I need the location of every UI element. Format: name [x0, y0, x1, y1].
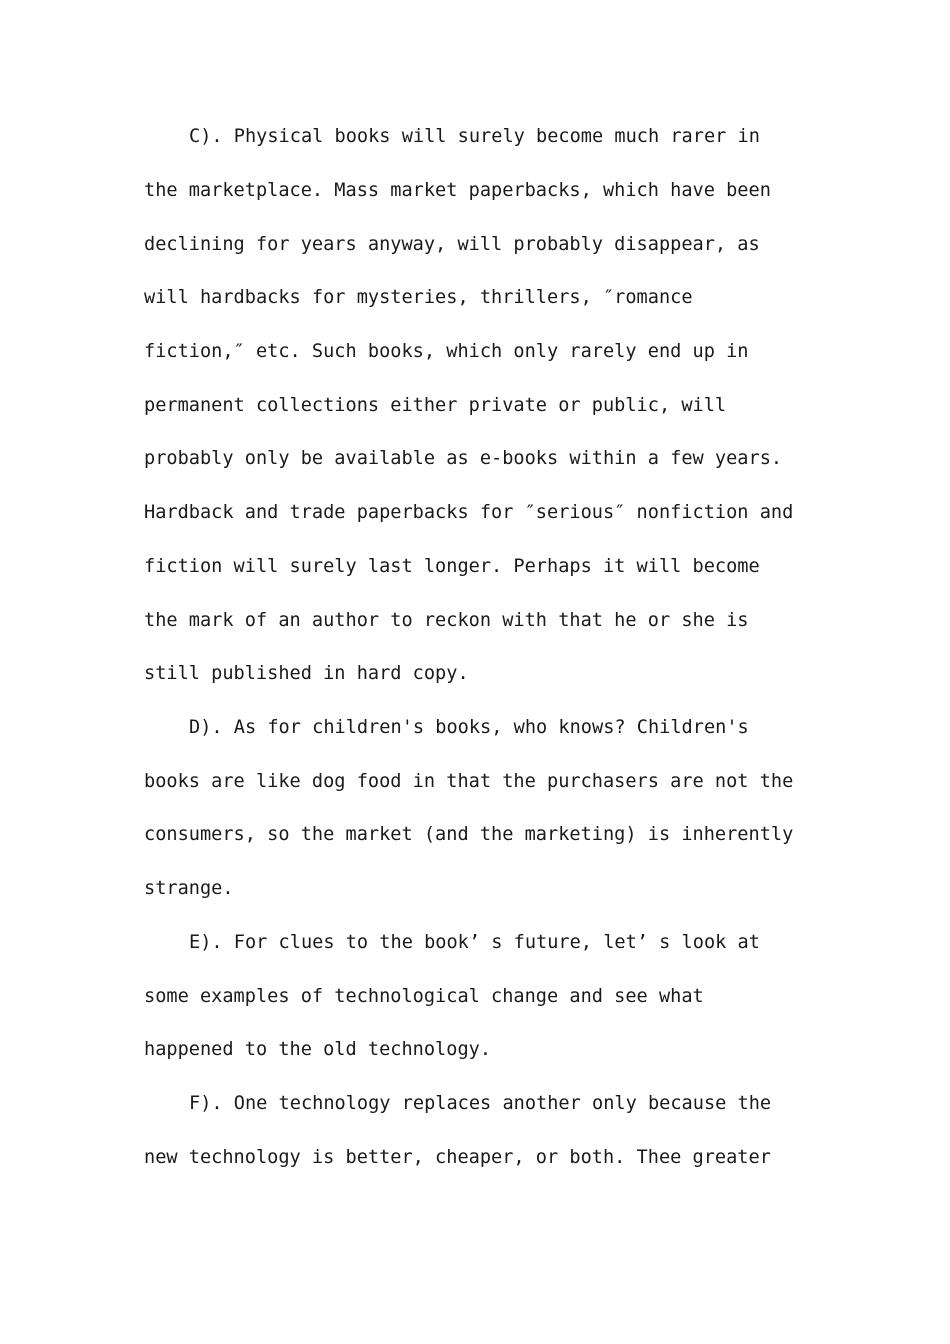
- paragraph-line: strange.: [144, 878, 234, 899]
- paragraph-line: fiction will surely last longer. Perhaps it will become: [144, 556, 760, 577]
- paragraph-line: still published in hard copy.: [144, 663, 469, 684]
- paragraph-line: C). Physical books will surely become much rarer in: [189, 126, 760, 147]
- paragraph-line: consumers, so the market (and the marketing) is inherently: [144, 824, 794, 845]
- paragraph-line: will hardbacks for mysteries, thrillers, ″romance: [144, 287, 693, 308]
- paragraph-line: probably only be available as e-books within a few years.: [144, 448, 783, 469]
- paragraph-line: the marketplace. Mass market paperbacks, which have been: [144, 180, 771, 201]
- paragraph-line: the mark of an author to reckon with that he or she is: [144, 610, 749, 631]
- paragraph-line: E). For clues to the book’ s future, let’ s look at: [189, 932, 760, 953]
- paragraph-line: F). One technology replaces another only because the: [189, 1093, 772, 1114]
- paragraph-line: fiction,″ etc. Such books, which only rarely end up in: [144, 341, 749, 362]
- paragraph-line: D). As for children's books, who knows? Children's: [189, 717, 749, 738]
- paragraph-line: permanent collections either private or public, will: [144, 395, 727, 416]
- paragraph-line: some examples of technological change and see what: [144, 986, 704, 1007]
- paragraph-line: declining for years anyway, will probably disappear, as: [144, 234, 760, 255]
- paragraph-line: happened to the old technology.: [144, 1039, 492, 1060]
- paragraph-line: new technology is better, cheaper, or both. Thee greater: [144, 1147, 771, 1168]
- paragraph-line: books are like dog food in that the purchasers are not the: [144, 771, 794, 792]
- paragraph-line: Hardback and trade paperbacks for ″serious″ nonfiction and: [144, 502, 794, 523]
